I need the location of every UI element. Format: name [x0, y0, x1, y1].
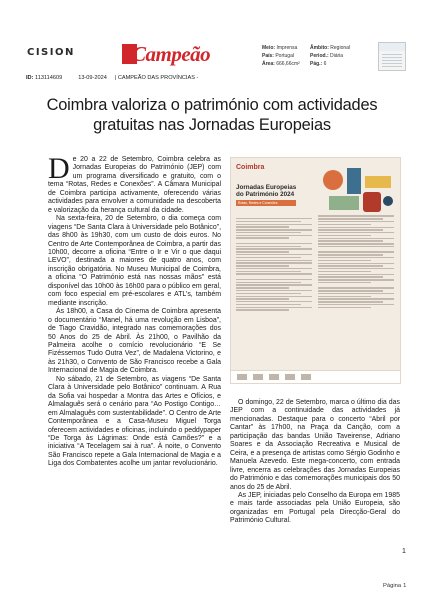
meta-left	[262, 44, 300, 68]
agency-logo: CISION	[27, 47, 75, 58]
meta-row	[262, 60, 300, 68]
clipping-date: 13-09-2024	[78, 75, 107, 81]
paragraph-text: e 20 a 22 de Setembro, Coimbra celebra as Jornadas Europeias do Património (JEP) com um programa diversificado e gratuito, com o tema “Rotas, Redes e Conexões”. A Câmara Municipal de Coimbra participa activamente, oferecendo várias actividades para envolver a comunidade na descoberta e valorização da herança cultural da cidade.	[48, 156, 221, 214]
page-label	[383, 583, 408, 589]
meta-row	[310, 52, 350, 60]
meta-key: Área:	[262, 61, 275, 67]
poster-tag: Rotas, Redes e Conexões	[236, 200, 296, 206]
meta-right	[310, 44, 350, 68]
poster-title-line: Jornadas Europeias	[236, 184, 297, 191]
meta-key: Period.:	[310, 53, 329, 59]
meta-row	[262, 52, 300, 60]
clipping-source: CAMPEÃO DAS PROVÍNCIAS -	[117, 75, 199, 81]
meta-key: Pág.:	[310, 61, 323, 67]
page-label-number: 1	[403, 583, 407, 589]
poster-title-line: do Património 2024	[236, 191, 295, 198]
id-label: ID:	[26, 75, 34, 81]
meta-value: Regional	[330, 45, 351, 51]
page-label-text: Página	[383, 583, 402, 589]
meta-key: Meio:	[262, 45, 276, 51]
article-column-left	[48, 152, 221, 469]
publication-logo-text: Campeão	[132, 42, 211, 66]
meta-value: Diária	[330, 53, 344, 59]
meta-row	[310, 60, 350, 68]
headline-line: Coimbra valoriza o património com actividades	[46, 96, 378, 114]
meta-row	[310, 44, 350, 52]
page-thumbnail	[378, 42, 406, 71]
poster-title	[236, 184, 316, 198]
meta-value: Imprensa	[276, 45, 298, 51]
meta-row	[262, 44, 300, 52]
paragraph: Às 18h00, a Casa do Cinema de Coimbra apresenta o documentário “Manel, há uma revolução em Lisboa”, de Tiago Cravidão, integrado nas comemorações dos 50 Anos do 25 de Abril. Às 21h00, o Pavilhão da Palmeira acolhe o comício revolucionário “E Se Fizéssemos Tudo Outra Vez”, de Madalena Victorino, e às 21h30, o Convento de São Francisco recebe a Gala Internacional de Magia de Coimbra.	[48, 308, 221, 375]
article-column-right	[230, 399, 400, 526]
meta-value: 666,66cm²	[276, 61, 300, 67]
poster-sponsor-logos	[231, 370, 400, 383]
poster-artwork-icon	[319, 166, 395, 216]
event-poster-image	[230, 157, 401, 384]
paragraph: As JEP, iniciadas pelo Conselho da Europa em 1985 e mais tarde associadas pela União Europeia, são organizadas em Portugal pela Direcção-Geral do Património Cultural.	[230, 491, 400, 525]
poster-programme	[236, 214, 394, 312]
meta-value: 6	[323, 61, 327, 67]
paragraph: No sábado, 21 de Setembro, as viagens “De Santa Clara à Universidade pelo Botânico” continuam. A Rua da Sofia vai hospedar a Montra das Artes e Ofícios, e Almalaguês será o cenário para “Ao Postigo Contigo… em Almalaguês com sustentabilidade”. O Centro de Arte Contemporânea e a Casa-Museu Miguel Torga oferecem actividades e oficinas, incluindo o peddypaper “De Torga às Lágrimas: Onde está Camões?” e a iniciativa “A Tecelagem sai à rua”. À noite, o Convento São Francisco repete a Gala Internacional de Magia e a Liga dos Combatentes acolhe um jantar revolucionário.	[48, 375, 221, 468]
paragraph	[48, 152, 221, 215]
paragraph: Na sexta-feira, 20 de Setembro, o dia começa com viagens “De Santa Clara à Universidade pelo Botânico”, das 8h00 às 19h30, com um custo de dois euros. No Centro de Arte Contemporânea de Coimbra, a partir das 10h00, decorre a oficina “Entre o Ir e Vir o que daqui LEVO”, destinada a maiores de quatro anos, com inscrição obrigatória. No Museu Municipal de Coimbra, a oficina “O Património está nas nossas mãos” está disponível das 10h00 às 16h00 para o público em geral, com foco especial em pré-escolares e ATL’s, também mediante inscrição.	[48, 215, 221, 307]
meta-value: Portugal	[275, 53, 294, 59]
article-headline	[20, 95, 404, 135]
publication-logo	[122, 42, 232, 66]
page-number: 1	[402, 548, 406, 555]
id-value: 113114609	[35, 75, 63, 81]
drop-cap: D	[48, 152, 70, 185]
meta-key: Âmbito:	[310, 45, 329, 51]
paragraph: O domingo, 22 de Setembro, marca o último dia das JEP com a continuidade das actividades já mencionadas. Destaque para o concerto “Abril por Cantar” às 17h00, na Praça da Canção, com a participação das bandas União Taveirense, Adriano Soares e da Associação Recreativa e Musical de Ceira, e a presença de artistas como Sérgio Godinho e Manuela Azevedo. Este mega-concerto, com entrada livre, encerra as celebrações das Jornadas Europeias do Património e das comemorações municipais dos 50 anos do 25 de Abril.	[230, 399, 400, 491]
meta-key: País:	[262, 53, 274, 59]
clipping-id-line: ID: 113114609 13-09-2024 | CAMPEÃO DAS PROVÍNCIAS -	[26, 75, 199, 81]
headline-line: gratuitas nas Jornadas Europeias	[93, 116, 331, 134]
poster-brand: Coimbra	[236, 164, 265, 171]
